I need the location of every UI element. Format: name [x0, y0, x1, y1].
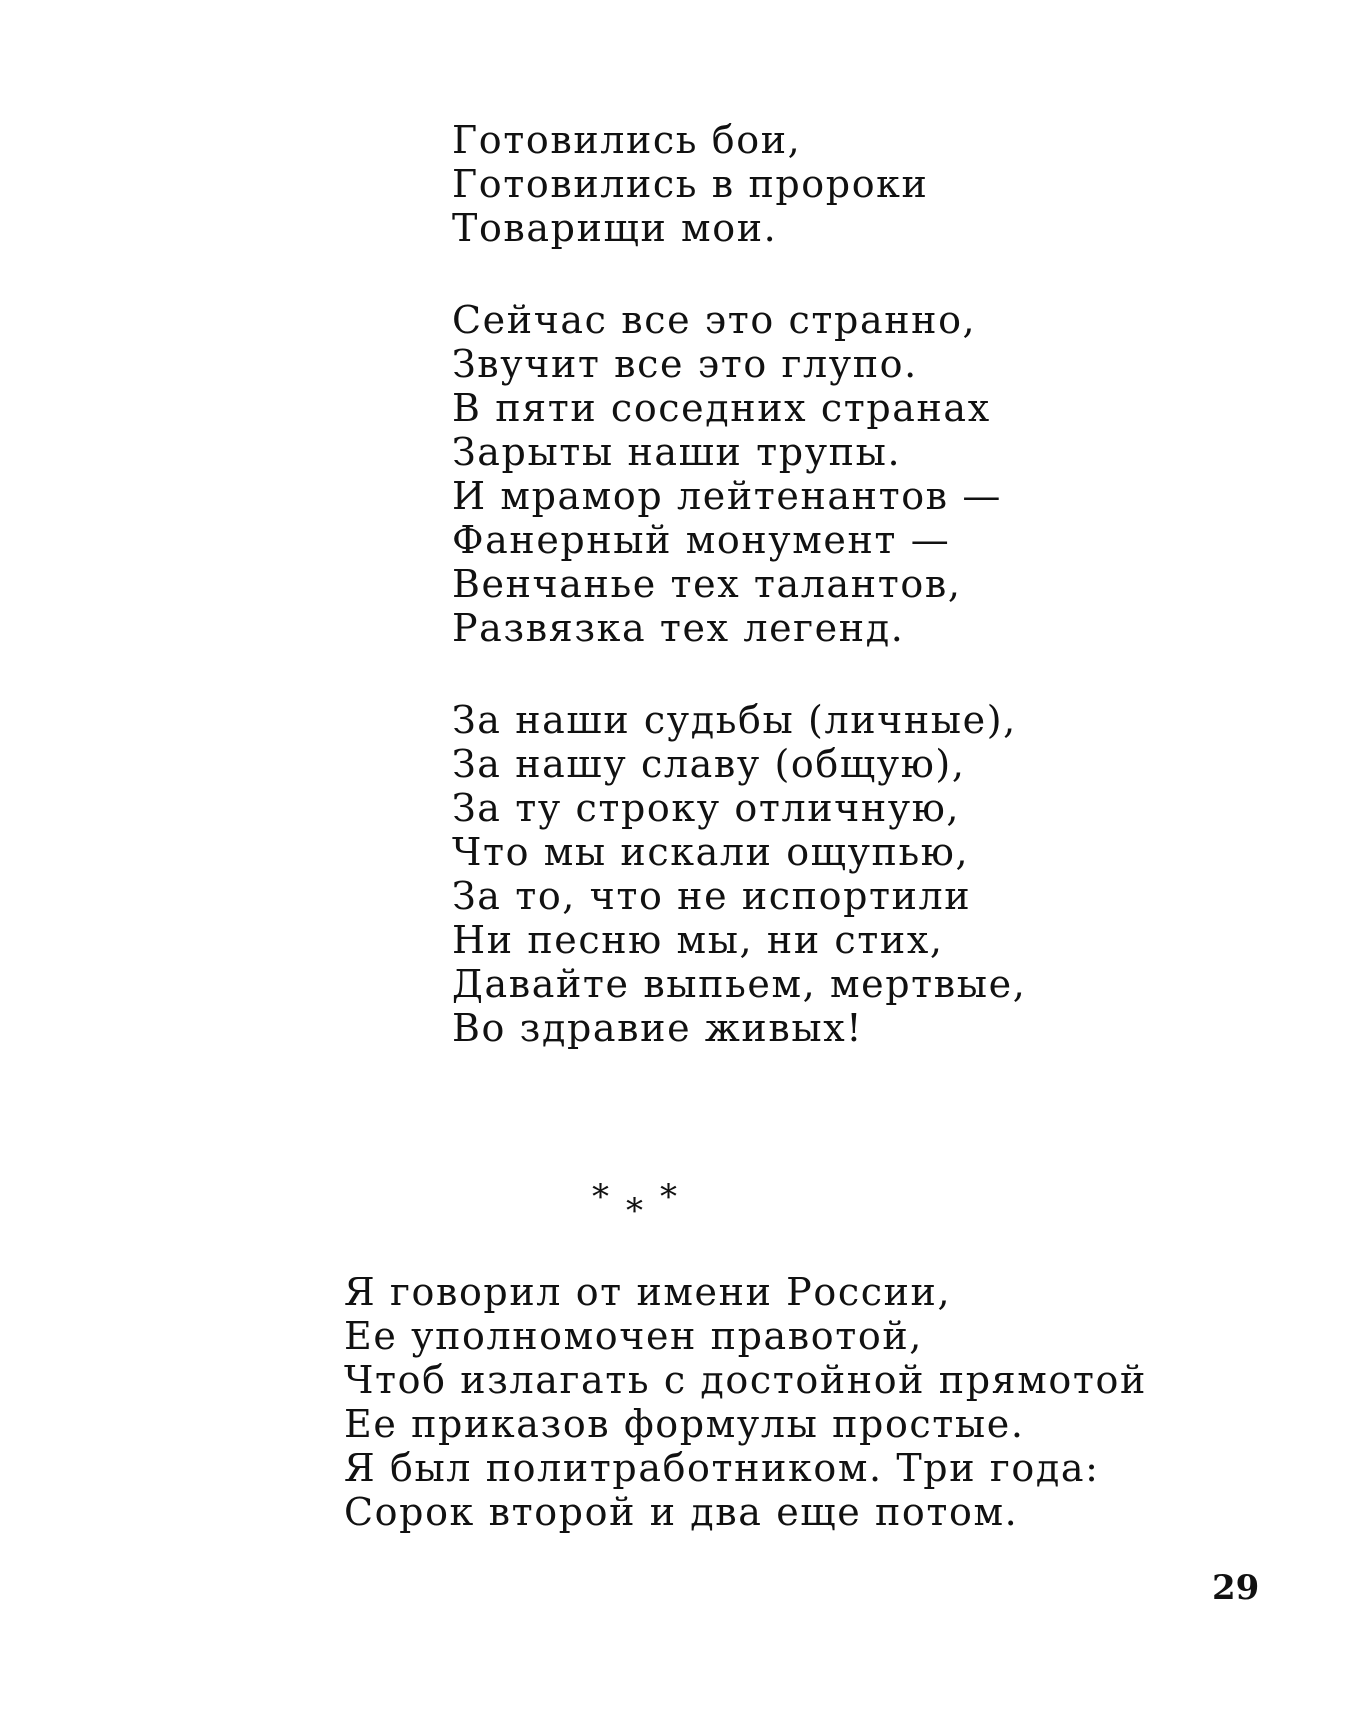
poem-line: Фанерный монумент —	[452, 518, 951, 562]
poem-line: Ее уполномочен правотой,	[344, 1314, 923, 1358]
poem-line: Готовились в пророки	[452, 162, 929, 206]
poem-line: Готовились бои,	[452, 118, 802, 162]
page-number: 29	[1212, 1568, 1260, 1608]
poem-line: Сорок второй и два еще потом.	[344, 1490, 1019, 1534]
poem-line: Сейчас все это странно,	[452, 298, 977, 342]
poem-line: Товарищи мои.	[452, 206, 778, 250]
poem-line: Я говорил от имени России,	[344, 1270, 952, 1314]
poem-line: За то, что не испортили	[452, 874, 972, 918]
poem-line: Развязка тех легенд.	[452, 606, 905, 650]
poem-line: Ни песню мы, ни стих,	[452, 918, 944, 962]
asterisk: *	[626, 1191, 643, 1231]
poem-line: Звучит все это глупо.	[452, 342, 918, 386]
poem-line: Давайте выпьем, мертвые,	[452, 962, 1027, 1006]
asterisk: *	[660, 1177, 677, 1217]
poem-line: Ее приказов формулы простые.	[344, 1402, 1025, 1446]
asterisk: *	[592, 1177, 609, 1217]
poem-line: Что мы искали ощупью,	[452, 830, 970, 874]
poem-line: Зарыты наши трупы.	[452, 430, 902, 474]
poem-line: За нашу славу (общую),	[452, 742, 966, 786]
poem-line: Во здравие живых!	[452, 1006, 864, 1050]
section-separator	[592, 1177, 682, 1240]
poem-line: Венчанье тех талантов,	[452, 562, 962, 606]
poem-line: Чтоб излагать с достойной прямотой	[344, 1358, 1147, 1402]
poem-line: И мрамор лейтенантов —	[452, 474, 1002, 518]
poem-line: Я был политработником. Три года:	[344, 1446, 1100, 1490]
poem-line: За наши судьбы (личные),	[452, 698, 1017, 742]
poem-line: За ту строку отличную,	[452, 786, 961, 830]
poem-line: В пяти соседних странах	[452, 386, 991, 430]
